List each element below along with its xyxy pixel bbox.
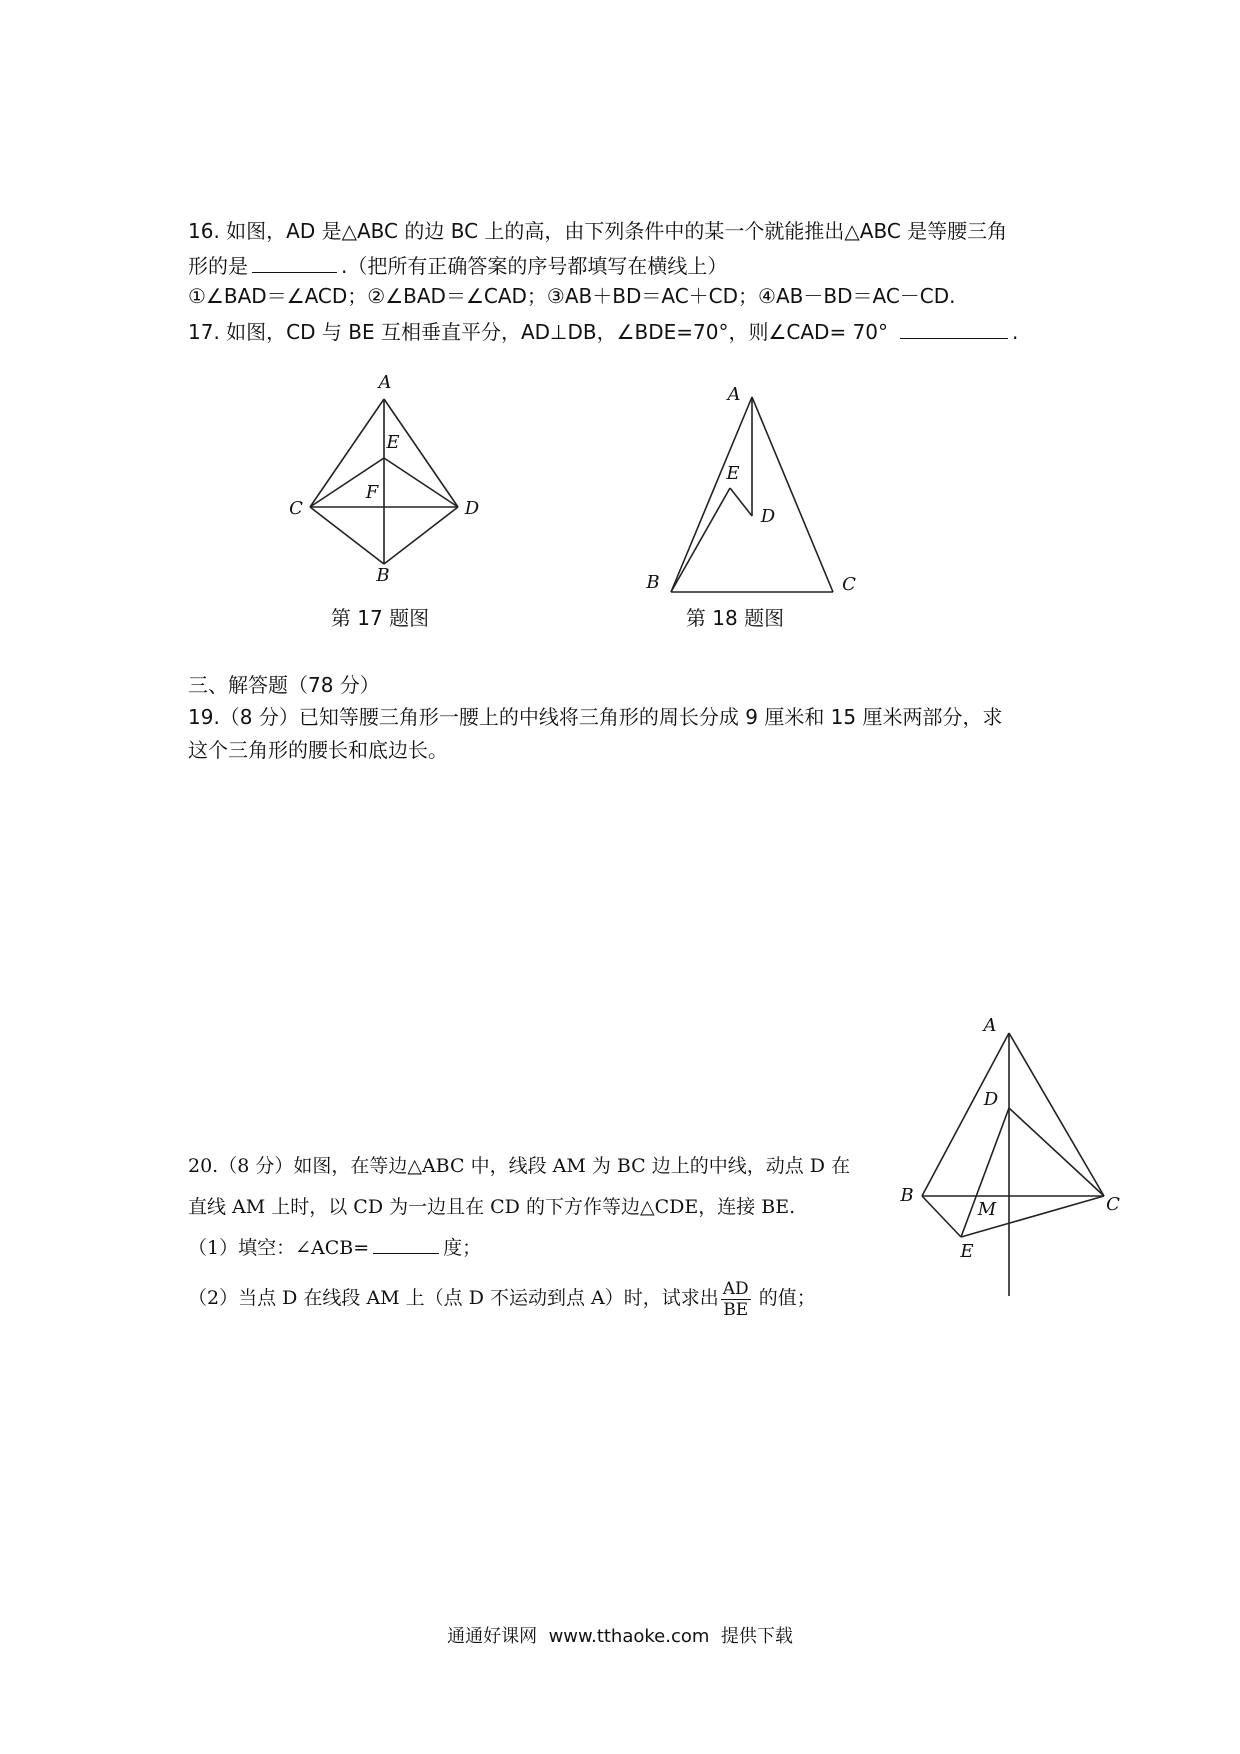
segment-ad — [384, 399, 458, 507]
label-a: A — [983, 1015, 997, 1036]
question-20-part-2 — [188, 1276, 816, 1320]
fraction-numerator: AD — [722, 1278, 749, 1299]
question-16-line-1: 16. 如图，AD 是△ABC 的边 BC 上的高，由下列条件中的某一个就能推出△ABC 是等腰三角 — [188, 219, 1008, 243]
question-20-part-2-end: 的值； — [752, 1287, 816, 1309]
answer-blank-20-1 — [373, 1233, 439, 1254]
question-16-line-2-end: .（把所有正确答案的序号都填写在横线上） — [341, 254, 728, 278]
label-e: E — [960, 1241, 974, 1262]
segment-cb — [310, 507, 384, 564]
label-e: E — [726, 463, 740, 484]
segment-be — [922, 1196, 961, 1237]
segment-ab — [922, 1033, 1009, 1196]
label-m: M — [977, 1199, 997, 1220]
segment-db — [384, 507, 458, 564]
question-16-options: ①∠BAD＝∠ACD；②∠BAD＝∠CAD；③AB＋BD＝AC＋CD；④AB－BD＝AC－CD. — [188, 284, 956, 308]
label-f: F — [365, 482, 379, 503]
label-b: B — [376, 565, 390, 586]
segment-dc — [1009, 1108, 1104, 1196]
label-e: E — [386, 432, 400, 453]
figure-17-diagram — [280, 370, 490, 590]
label-b: B — [900, 1185, 914, 1206]
segment-ac — [752, 397, 833, 592]
question-20-part-2-text: （2）当点 D 在线段 AM 上（点 D 不运动到点 A）时，试求出 — [188, 1287, 719, 1309]
segment-be — [671, 488, 730, 592]
label-c: C — [842, 574, 856, 595]
question-19-line-2: 这个三角形的腰长和底边长。 — [188, 738, 448, 762]
segment-ed — [730, 488, 752, 516]
label-c: C — [289, 498, 303, 519]
answer-blank-16 — [252, 252, 337, 273]
fraction-denominator: BE — [723, 1299, 749, 1320]
question-20-part-1 — [188, 1233, 481, 1260]
page-footer: 通通好课网 www.tthaoke.com 提供下载 — [447, 1626, 793, 1647]
question-17-text: 17. 如图，CD 与 BE 互相垂直平分，AD⊥DB，∠BDE=70°，则∠CAD= 70° — [188, 320, 889, 344]
question-16-line-2-start: 形的是 — [188, 254, 248, 278]
question-20-line-1: 20.（8 分）如图，在等边△ABC 中，线段 AM 为 BC 边上的中线，动点 D 在 — [188, 1155, 851, 1177]
label-d: D — [983, 1089, 999, 1110]
label-c: C — [1106, 1194, 1120, 1215]
answer-blank-17 — [900, 318, 1008, 339]
figure-20-diagram — [895, 1010, 1130, 1305]
question-20-part-1-text: （1）填空：∠ACB= — [188, 1237, 370, 1259]
segment-ab — [671, 397, 752, 592]
fraction-ad-over-be — [721, 1279, 751, 1320]
question-16-line-2 — [188, 252, 727, 278]
question-20-line-2: 直线 AM 上时，以 CD 为一边且在 CD 的下方作等边△CDE，连接 BE. — [188, 1196, 796, 1218]
label-b: B — [646, 572, 660, 593]
question-20-part-1-unit: 度； — [443, 1237, 482, 1259]
question-19-line-1: 19.（8 分）已知等腰三角形一腰上的中线将三角形的周长分成 9 厘米和 15 厘米两部分，求 — [188, 705, 1003, 729]
question-17 — [188, 318, 1018, 344]
label-a: A — [727, 384, 741, 405]
question-17-end: . — [1012, 320, 1019, 344]
label-a: A — [378, 372, 392, 393]
figure-17-caption: 第 17 题图 — [330, 606, 430, 630]
figure-18-caption: 第 18 题图 — [685, 606, 785, 630]
label-d: D — [760, 506, 776, 527]
segment-de — [384, 458, 458, 507]
label-d: D — [464, 498, 480, 519]
segment-ac — [1009, 1033, 1104, 1196]
section-3-heading: 三、解答题（78 分） — [188, 673, 380, 697]
figure-18-diagram — [630, 370, 870, 605]
